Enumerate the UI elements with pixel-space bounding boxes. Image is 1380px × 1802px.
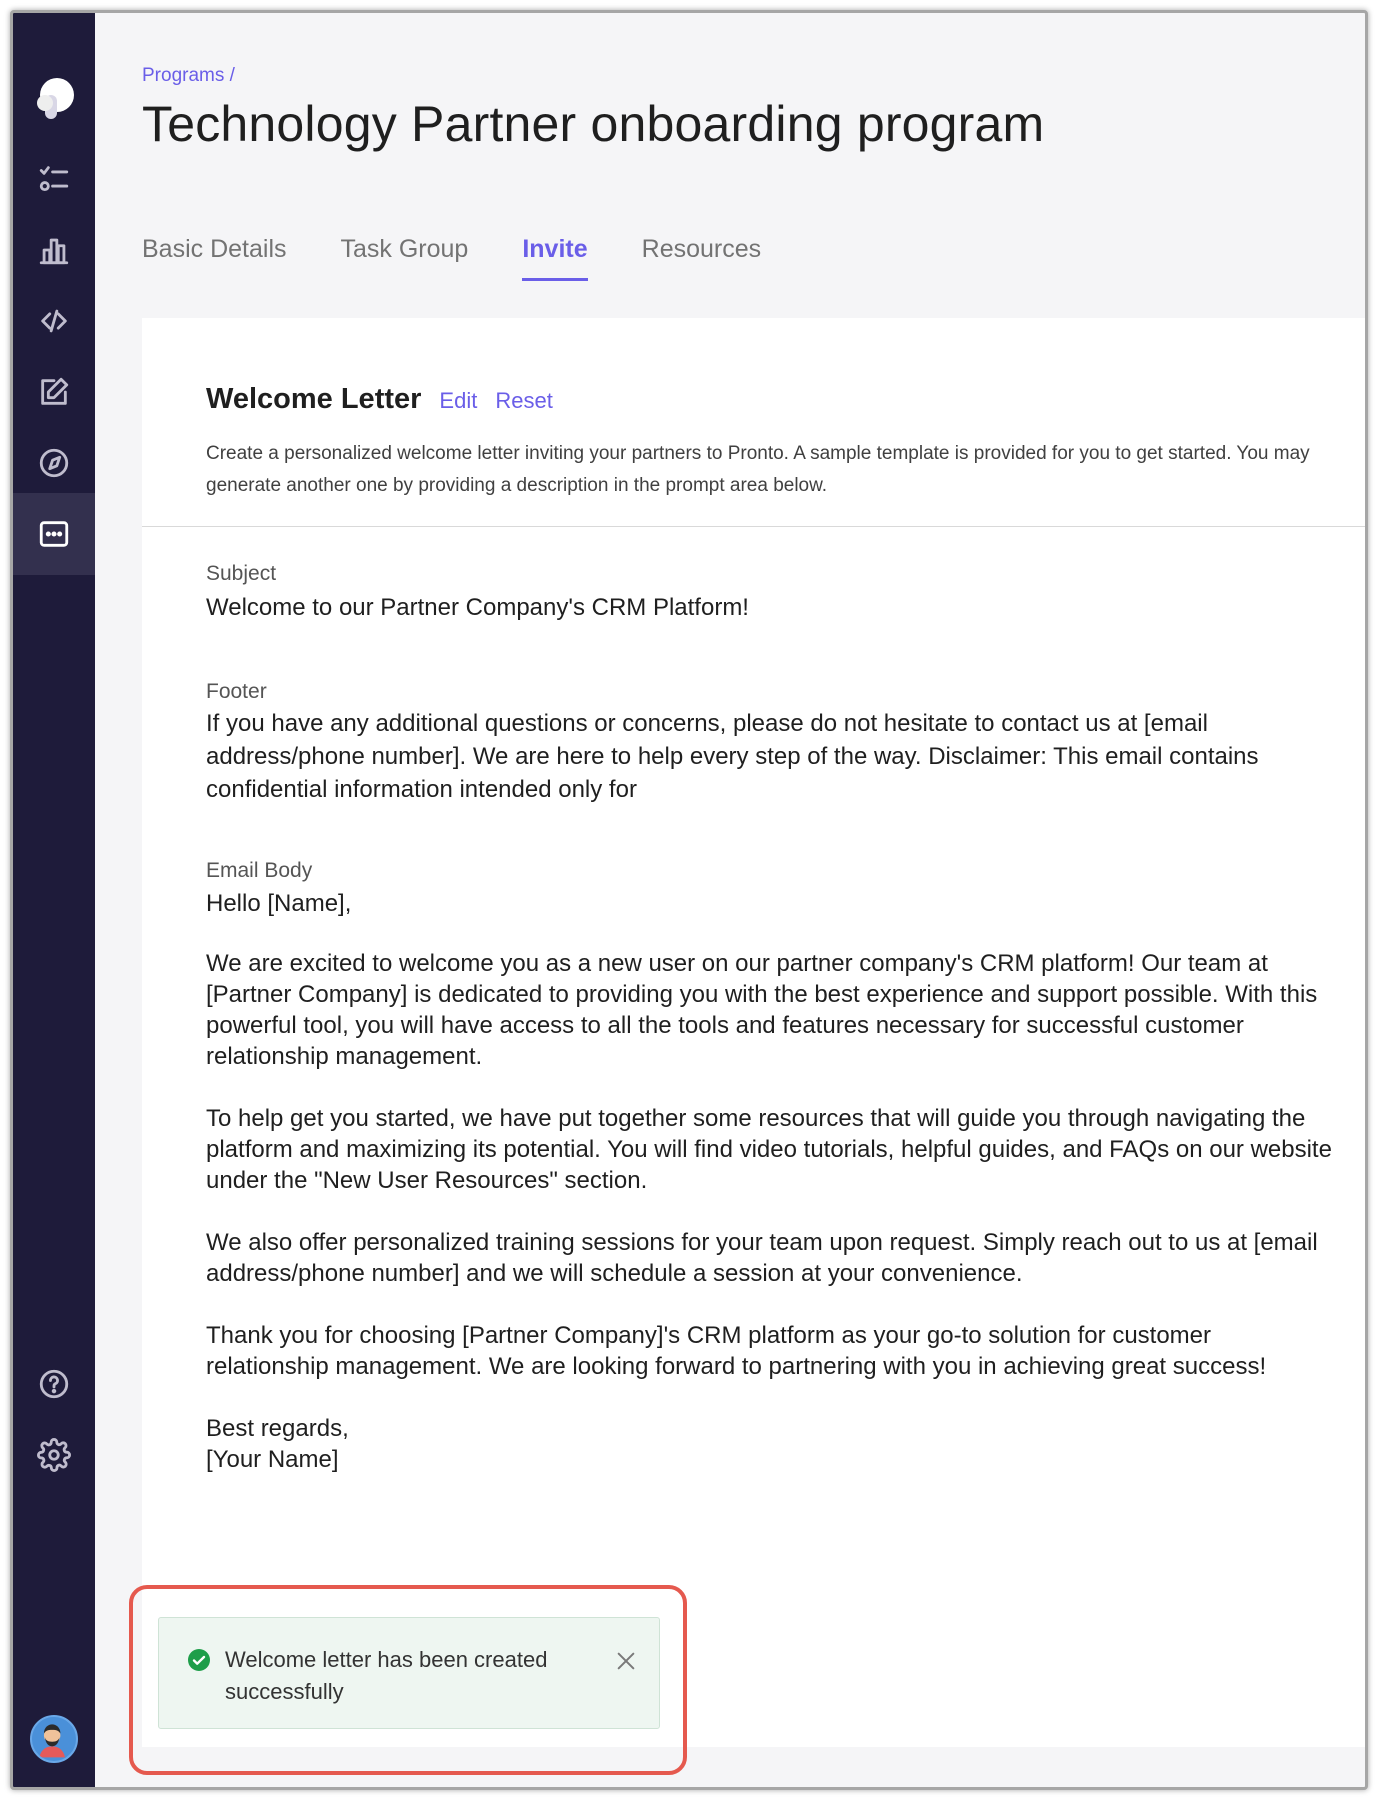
main-content — [95, 13, 1365, 1787]
gear-icon — [37, 1438, 71, 1472]
subject-value: Welcome to our Partner Company's CRM Platform! — [206, 594, 749, 621]
sidebar-item-tasks[interactable] — [13, 138, 95, 220]
tab-task-group[interactable]: Task Group — [340, 235, 469, 263]
email-greeting: Hello [Name], — [206, 890, 352, 917]
success-toast — [158, 1617, 660, 1729]
sidebar-item-settings[interactable] — [13, 1414, 95, 1496]
page-title: Technology Partner onboarding program — [142, 96, 1045, 152]
app-window — [10, 10, 1368, 1790]
tab-bar — [142, 235, 815, 281]
subject-label: Subject — [206, 562, 277, 585]
tab-invite[interactable]: Invite — [522, 235, 587, 281]
sidebar-item-help[interactable] — [13, 1343, 95, 1425]
tab-basic-details[interactable]: Basic Details — [142, 235, 287, 263]
sidebar-item-analytics[interactable] — [13, 209, 95, 291]
sidebar-item-integrations[interactable] — [13, 280, 95, 362]
sidebar-item-messages[interactable] — [13, 493, 95, 575]
link-icon — [37, 304, 71, 338]
email-paragraph-1: We are excited to welcome you as a new user on our partner company's CRM platform! Our team at [Partner Company] is dedicated to providing you with the best experience and support possible. With this powerful tool, you will have access to all the tools and features necessary for successful customer relationship management. — [206, 950, 1318, 1070]
pronto-logo[interactable] — [31, 73, 77, 123]
subject-field — [206, 559, 1335, 627]
edit-link[interactable]: Edit — [439, 388, 478, 413]
check-circle-icon — [187, 1648, 211, 1672]
email-paragraph-3: We also offer personalized training sessions for your team upon request. Simply reach out to us at [email address/phone number] and we will schedule a session at your convenience. — [206, 1229, 1318, 1287]
help-icon — [37, 1367, 71, 1401]
bar-chart-icon — [37, 233, 71, 267]
email-body-label: Email Body — [206, 859, 313, 882]
user-avatar[interactable] — [30, 1715, 78, 1763]
email-paragraph-2: To help get you started, we have put together some resources that will guide you through navigating the platform and maximizing its potential. You will find video tutorials, helpful guides, and FAQs on our website under the "New User Resources" section. — [206, 1105, 1332, 1194]
compass-icon — [37, 446, 71, 480]
sidebar-item-explore[interactable] — [13, 422, 95, 504]
email-closing: Best regards, — [206, 1415, 349, 1442]
sidebar-item-programs[interactable] — [13, 351, 95, 433]
checklist-icon — [37, 162, 71, 196]
reset-link[interactable]: Reset — [495, 388, 553, 413]
card-header — [142, 318, 1365, 527]
close-icon[interactable] — [615, 1650, 637, 1672]
tab-resources[interactable]: Resources — [641, 235, 762, 263]
welcome-letter-card — [142, 318, 1365, 1747]
footer-value: If you have any additional questions or concerns, please do not hesitate to contact us at [email address/phone number]. We are here to help every step of the way. Disclaimer: This email contains confidential information intended only for — [206, 710, 1259, 803]
message-icon — [37, 517, 71, 551]
edit-icon — [37, 375, 71, 409]
footer-field — [206, 677, 1335, 806]
breadcrumb[interactable]: Programs / — [142, 65, 235, 86]
letter-content — [142, 527, 1365, 1475]
footer-label: Footer — [206, 680, 267, 703]
email-body-field — [206, 856, 1335, 1475]
card-title: Welcome Letter — [206, 383, 422, 415]
sidebar — [13, 13, 95, 1787]
email-signature: [Your Name] — [206, 1446, 339, 1473]
card-description: Create a personalized welcome letter inviting your partners to Pronto. A sample template is provided for you to get started. You may generate another one by providing a description in the prompt area below. — [206, 443, 1310, 496]
email-paragraph-4: Thank you for choosing [Partner Company]'s CRM platform as your go-to solution for customer relationship management. We are looking forward to partnering with you in achieving great success! — [206, 1322, 1267, 1380]
toast-message: Welcome letter has been created successfully — [225, 1647, 548, 1704]
